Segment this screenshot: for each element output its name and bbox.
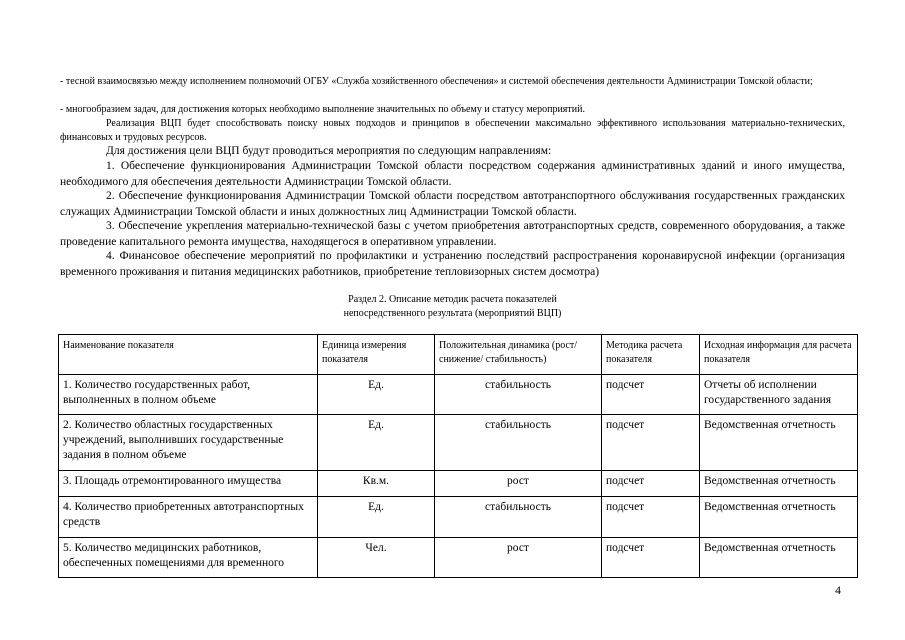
cell-indicator: 4. Количество приобретенных автотранспортных средств (59, 497, 318, 538)
cell-indicator: 2. Количество областных государственных учреждений, выполнивших государственные задания в полном объеме (59, 415, 318, 471)
cell-dynamics: стабильность (435, 497, 602, 538)
cell-source: Ведомственная отчетность (700, 538, 858, 578)
cell-dynamics: стабильность (435, 415, 602, 471)
cell-dynamics: стабильность (435, 375, 602, 415)
paragraph-bullet-2: - многообразием задач, для достижения которых необходимо выполнение значительных по объему и статусу мероприятий. (60, 104, 585, 115)
cell-method: подсчет (602, 375, 700, 415)
section-title (60, 293, 845, 321)
cell-source: Ведомственная отчетность (700, 497, 858, 538)
paragraph-item-1: 1. Обеспечение функционирования Администрации Томской области посредством содержания административных зданий и иного имущества, необходимого для обеспечения деятельности Администрации Томской области. (60, 160, 845, 188)
cell-indicator: 5. Количество медицинских работников, обеспеченных помещениями для временного (59, 538, 318, 578)
table-row (59, 471, 858, 497)
page-number: 4 (835, 583, 841, 597)
cell-source: Ведомственная отчетность (700, 471, 858, 497)
cell-unit: Ед. (318, 415, 435, 471)
cell-unit: Ед. (318, 497, 435, 538)
header-cell-method: Методика расчета показателя (602, 335, 700, 375)
header-cell-name: Наименование показателя (59, 335, 318, 375)
cell-method: подсчет (602, 538, 700, 578)
cell-source: Отчеты об исполнении государственного задания (700, 375, 858, 415)
header-cell-source: Исходная информация для расчета показателя (700, 335, 858, 375)
table-row (59, 538, 858, 578)
cell-dynamics: рост (435, 538, 602, 578)
cell-unit: Чел. (318, 538, 435, 578)
paragraph-item-4: 4. Финансовое обеспечение мероприятий по профилактики и устранению последствий распространения коронавирусной инфекции (организация временного проживания и питания медицинских работников, приобретение тепловизорных систем досмотра) (60, 250, 845, 278)
paragraph-item-3: 3. Обеспечение укрепления материально-технической базы с учетом приобретения автотранспортных средств, современного оборудования, а также проведение капитального ремонта имущества, находящегося в оперативном управлении. (60, 220, 845, 248)
cell-indicator: 3. Площадь отремонтированного имущества (59, 471, 318, 497)
cell-method: подсчет (602, 415, 700, 471)
paragraph-realization: Реализация ВЦП будет способствовать поиску новых подходов и принципов в обеспечении максимально эффективного использования материально-технических, финансовых и трудовых ресурсов. (60, 118, 845, 143)
cell-unit: Ед. (318, 375, 435, 415)
paragraph-item-2: 2. Обеспечение функционирования Администрации Томской области посредством автотранспортного обслуживания государственных гражданских служащих Администрации Томской области и иных должностных лиц Администрации Томской области. (60, 190, 845, 218)
paragraph-bullet-1: - тесной взаимосвязью между исполнением полномочий ОГБУ «Служба хозяйственного обеспечения» и системой обеспечения деятельности Администрации Томской области; (60, 76, 813, 87)
header-cell-unit: Единица измерения показателя (318, 335, 435, 375)
section-title-line-1: Раздел 2. Описание методик расчета показателей (348, 294, 557, 305)
table-row (59, 375, 858, 415)
paragraph-measures-intro: Для достижения цели ВЦП будут проводиться мероприятия по следующим направлениям: (106, 145, 552, 157)
table-header-row (59, 335, 858, 375)
table-row (59, 497, 858, 538)
cell-indicator: 1. Количество государственных работ, выполненных в полном объеме (59, 375, 318, 415)
cell-source: Ведомственная отчетность (700, 415, 858, 471)
cell-method: подсчет (602, 471, 700, 497)
section-title-line-2: непосредственного результата (мероприятий ВЦП) (343, 308, 562, 319)
indicators-table (58, 334, 858, 578)
cell-dynamics: рост (435, 471, 602, 497)
header-cell-dynamics: Положительная динамика (рост/снижение/ стабильность) (435, 335, 602, 375)
cell-method: подсчет (602, 497, 700, 538)
cell-unit: Кв.м. (318, 471, 435, 497)
table-row (59, 415, 858, 471)
